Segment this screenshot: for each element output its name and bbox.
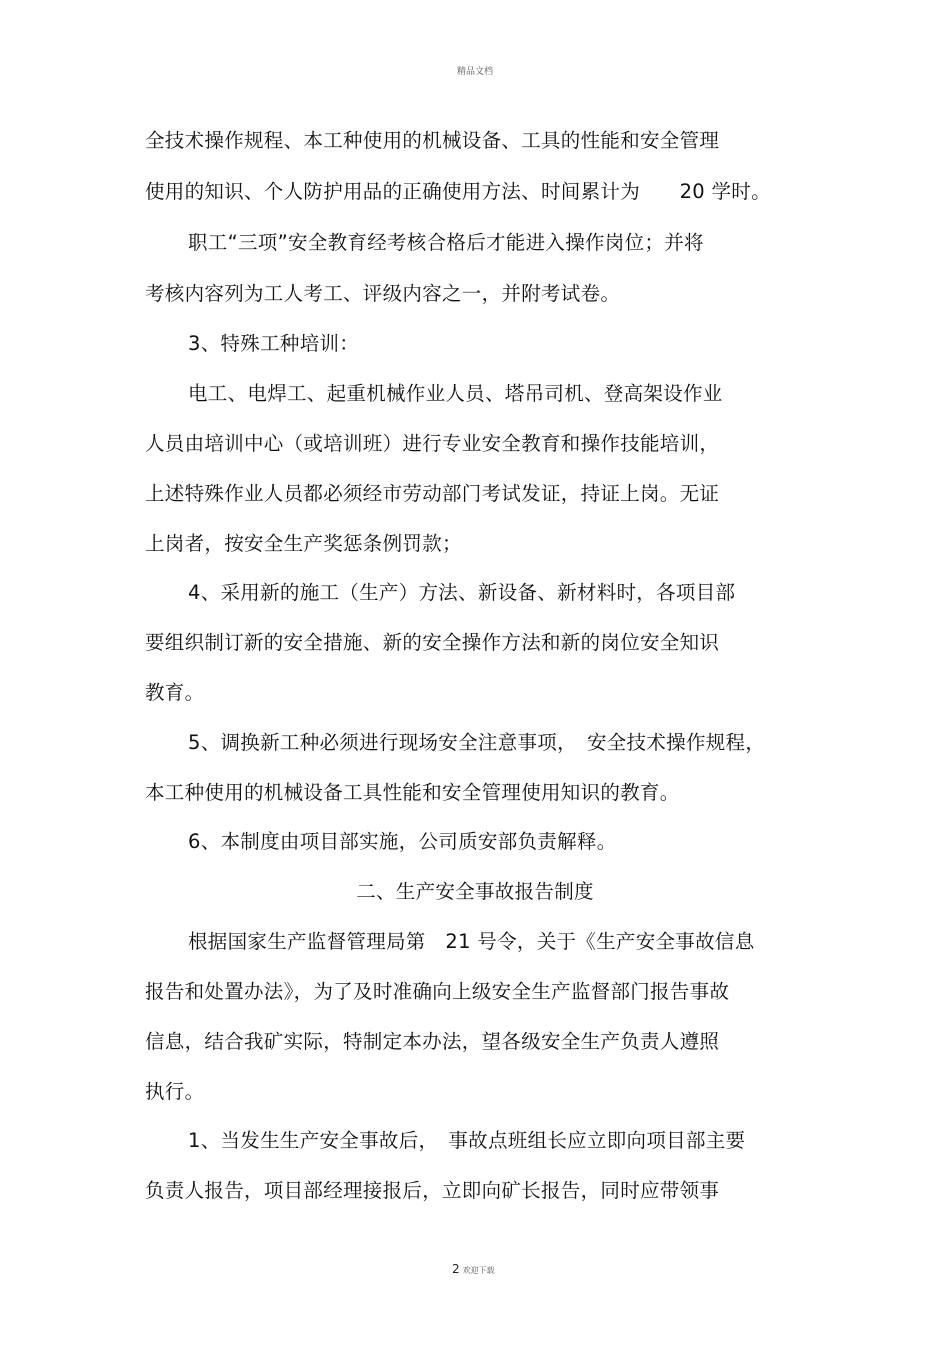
page-number: 2 [452,1262,460,1276]
text-line: 5、调换新工种必须进行现场安全注意事项， 安全技术操作规程， [188,731,766,754]
text-line: 全技术操作规程、本工种使用的机械设备、工具的性能和安全管理 [145,129,720,152]
text-line: 根据国家生产监督管理局第 21 号令，关于《生产安全事故信息 [188,930,755,953]
page-header: 精品文档 [456,67,493,77]
section-heading: 3、特殊工种培训： [188,332,360,355]
text-line: 考核内容列为工人考工、评级内容之一，并附考试卷。 [145,282,621,305]
text-line: 4、采用新的施工（生产）方法、新设备、新材料时，各项目部 [188,581,736,604]
text-line: 人员由培训中心（或培训班）进行专业安全教育和操作技能培训， [145,432,720,455]
text-line: 1、当发生生产安全事故后， 事故点班组长应立即向项目部主要 [188,1129,746,1152]
page-footer [452,1262,495,1276]
section-title: 二、生产安全事故报告制度 [356,880,594,903]
text-line: 使用的知识、个人防护用品的正确使用方法、时间累计为 20 学时。 [145,180,771,203]
text-line: 要组织制订新的安全措施、新的安全操作方法和新的岗位安全知识 [145,631,720,654]
text-line: 报告和处置办法》，为了及时准确向上级安全生产监督部门报告事故 [145,980,730,1003]
text-line: 上岗者，按安全生产奖惩条例罚款； [145,532,462,555]
text-line: 电工、电焊工、起重机械作业人员、塔吊司机、登高架设作业 [188,382,723,405]
text-line: 职工“三项”安全教育经考核合格后才能进入操作岗位；并将 [188,231,704,254]
text-line: 上述特殊作业人员都必须经市劳动部门考试发证，持证上岗。无证 [145,482,720,505]
text-line: 6、本制度由项目部实施，公司质安部负责解释。 [188,830,617,853]
text-line: 执行。 [145,1080,205,1103]
footer-text: 欢迎下载 [462,1266,495,1275]
text-line: 信息，结合我矿实际，特制定本办法，望各级安全生产负责人遵照 [145,1030,720,1053]
text-line: 教育。 [145,681,205,704]
text-line: 本工种使用的机械设备工具性能和安全管理使用知识的教育。 [145,781,680,804]
text-line: 负责人报告，项目部经理接报后，立即向矿长报告，同时应带领事 [145,1179,720,1202]
